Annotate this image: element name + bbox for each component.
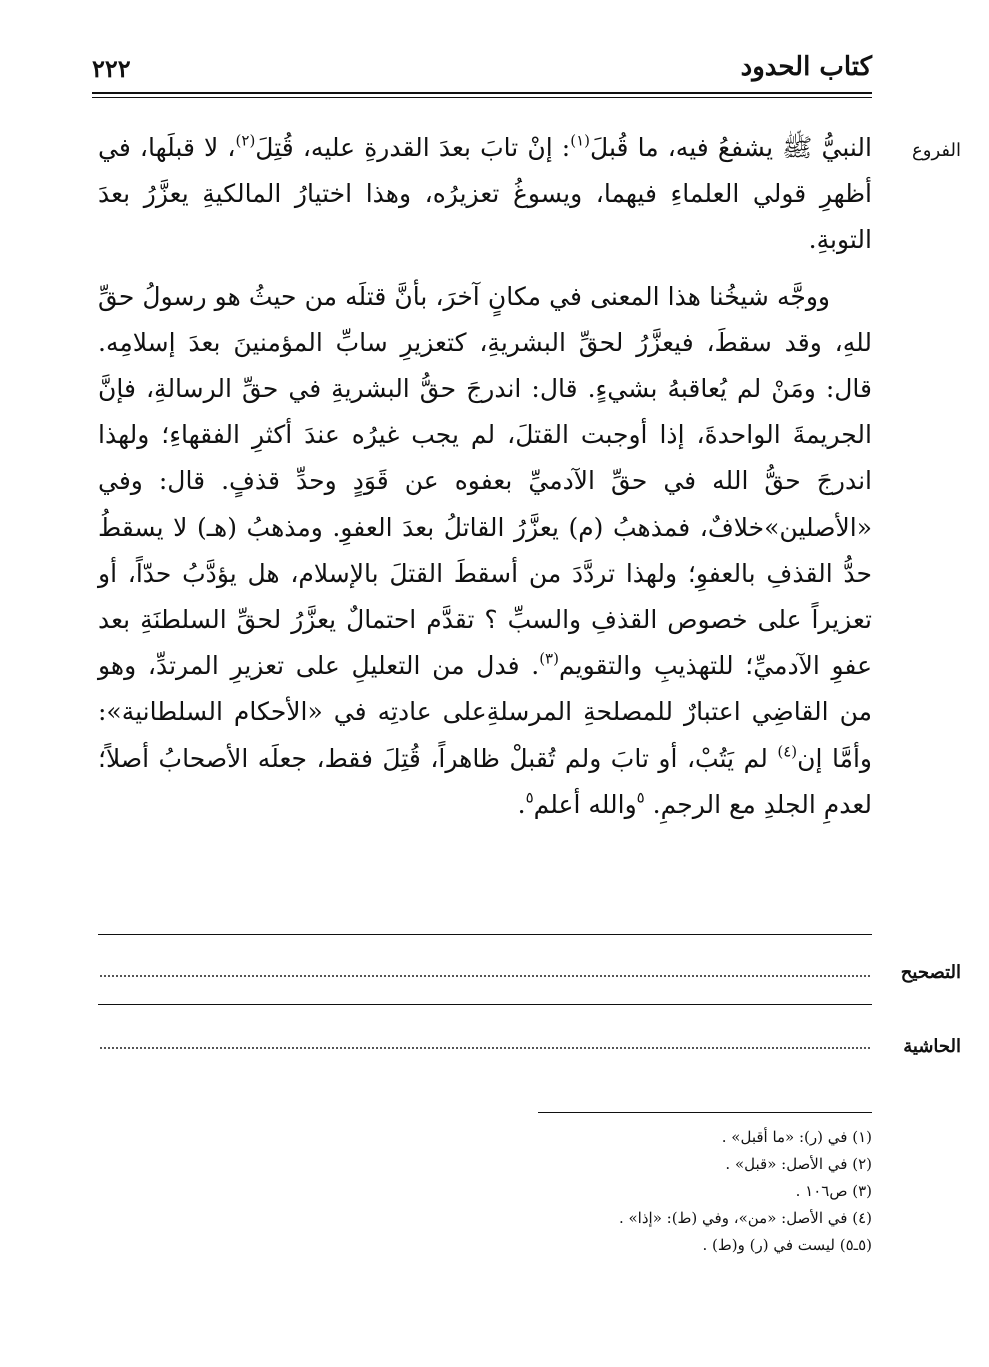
page-number: ٢٢٢ [92, 54, 131, 83]
p1-text-3: ، لا قبلَها، في أظهرِ قولي العلماءِ فيهما، ويسوغُ تعزيرُه، وهذا اختيارُ المالكيةِ يعزَّرُ بعدَ التوبةِ. [98, 133, 872, 255]
hashiya-dotted-line [100, 1047, 870, 1049]
main-text [98, 125, 872, 828]
footnote-ref-1: (١) [570, 131, 591, 150]
footnote-ref-2: (٢) [235, 131, 256, 150]
side-label-hashiya: الحاشية [903, 1036, 961, 1057]
footnote-1: (١) في (ر): «ما أقبل» . [721, 1128, 872, 1146]
footnote-rule [538, 1112, 872, 1113]
section-rule [98, 934, 872, 935]
footnote-5: (٥ـ٥) ليست في (ر) و(ط) . [702, 1236, 872, 1254]
running-header [92, 52, 872, 92]
tashih-dotted-line [100, 975, 870, 977]
p2-text-2: . فدل من التعليلِ على تعزيرِ المرتدِّ، وهو من القاضِي اعتبارٌ للمصلحةِ المرسلةِعلى عادتِه في «الأحكام السلطانية»: وأمَّا إن [98, 651, 873, 773]
p2-text-5: . [517, 789, 526, 819]
side-label-furu: الفروع [912, 140, 961, 161]
p1-text-1: النبيُّ ﷺ يشفعُ فيه، ما قُبلَ [590, 133, 872, 162]
footnote-2: (٢) في الأصل: «قبل» . [725, 1155, 872, 1173]
header-rule [92, 92, 872, 94]
p1-text-2: : إنْ تابَ بعدَ القدرةِ عليه، قُتِلَ [255, 133, 571, 162]
p2-text-1: ووجَّه شيخُنا هذا المعنى في مكانٍ آخرَ، بأنَّ قتلَه من حيثُ هو رسولُ حقِّ للهِ، وقد سقطَ، فيعزَّرُ لحقِّ البشريةِ، كتعزيرِ سابِّ المؤمنينَ بعدَ إسلامِه. قال: ومَنْ لم يُعاقبهُ بشيءٍ. قال: اندرجَ حقُّ البشريةِ في حقِّ الرسالةِ، فإنَّ الجريمةَ الواحدةَ، إذا أوجبت القتلَ، لم يجب غيرُه عندَ أكثرِ الفقهاءِ؛ ولهذا اندرجَ حقُّ الله في حقِّ الآدميِّ بعفوه عن قَوَدٍ وحدِّ قذفٍ. قال: وفي «الأصلين»خلافٌ، فمذهبُ (م) يعزَّرُ القاتلُ بعدَ العفوِ. ومذهبُ (هـ) لا يسقطُ حدُّ القذفِ بالعفوِ؛ ولهذا تردَّدَ من أسقطَ القتلَ بالإسلام، هل يؤدَّبُ حدّاً، أو تعزيراً على خصوص القذفِ والسبِّ ؟ تقدَّم احتمالٌ يعزَّرُ لحقِّ السلطنَةِ بعد عفوِ الآدميِّ؛ للتهذيبِ والتقويم [98, 281, 872, 681]
footnote-3: (٣) ص١٠٦ . [795, 1182, 872, 1200]
footnote-ref-4: (٤) [777, 742, 798, 761]
footnote-ref-3: (٣) [539, 649, 559, 668]
paragraph-2 [98, 274, 872, 828]
running-title: كتاب الحدود [740, 52, 872, 82]
section-rule-2 [98, 1004, 872, 1005]
paragraph-1 [98, 125, 872, 264]
p2-text-4: والله أعلم [533, 789, 637, 819]
header-rule-thin [92, 97, 872, 98]
footnote-ref-5-close: ٥ [525, 788, 534, 807]
footnote-4: (٤) في الأصل: «من»، وفي (ط): «إذا» . [618, 1209, 872, 1227]
footnotes [312, 1124, 872, 1259]
p2-text-3: لم يَتُبْ، أو تابَ ولم تُقبلْ ظاهراً، قُتِلَ فقط، جعلَه الأصحابُ أصلاً؛ لعدمِ الجلدِ مع الرجمِ. [98, 743, 872, 819]
side-label-tashih: التصحيح [900, 962, 961, 983]
footnote-ref-5-open: ٥ [636, 788, 645, 807]
